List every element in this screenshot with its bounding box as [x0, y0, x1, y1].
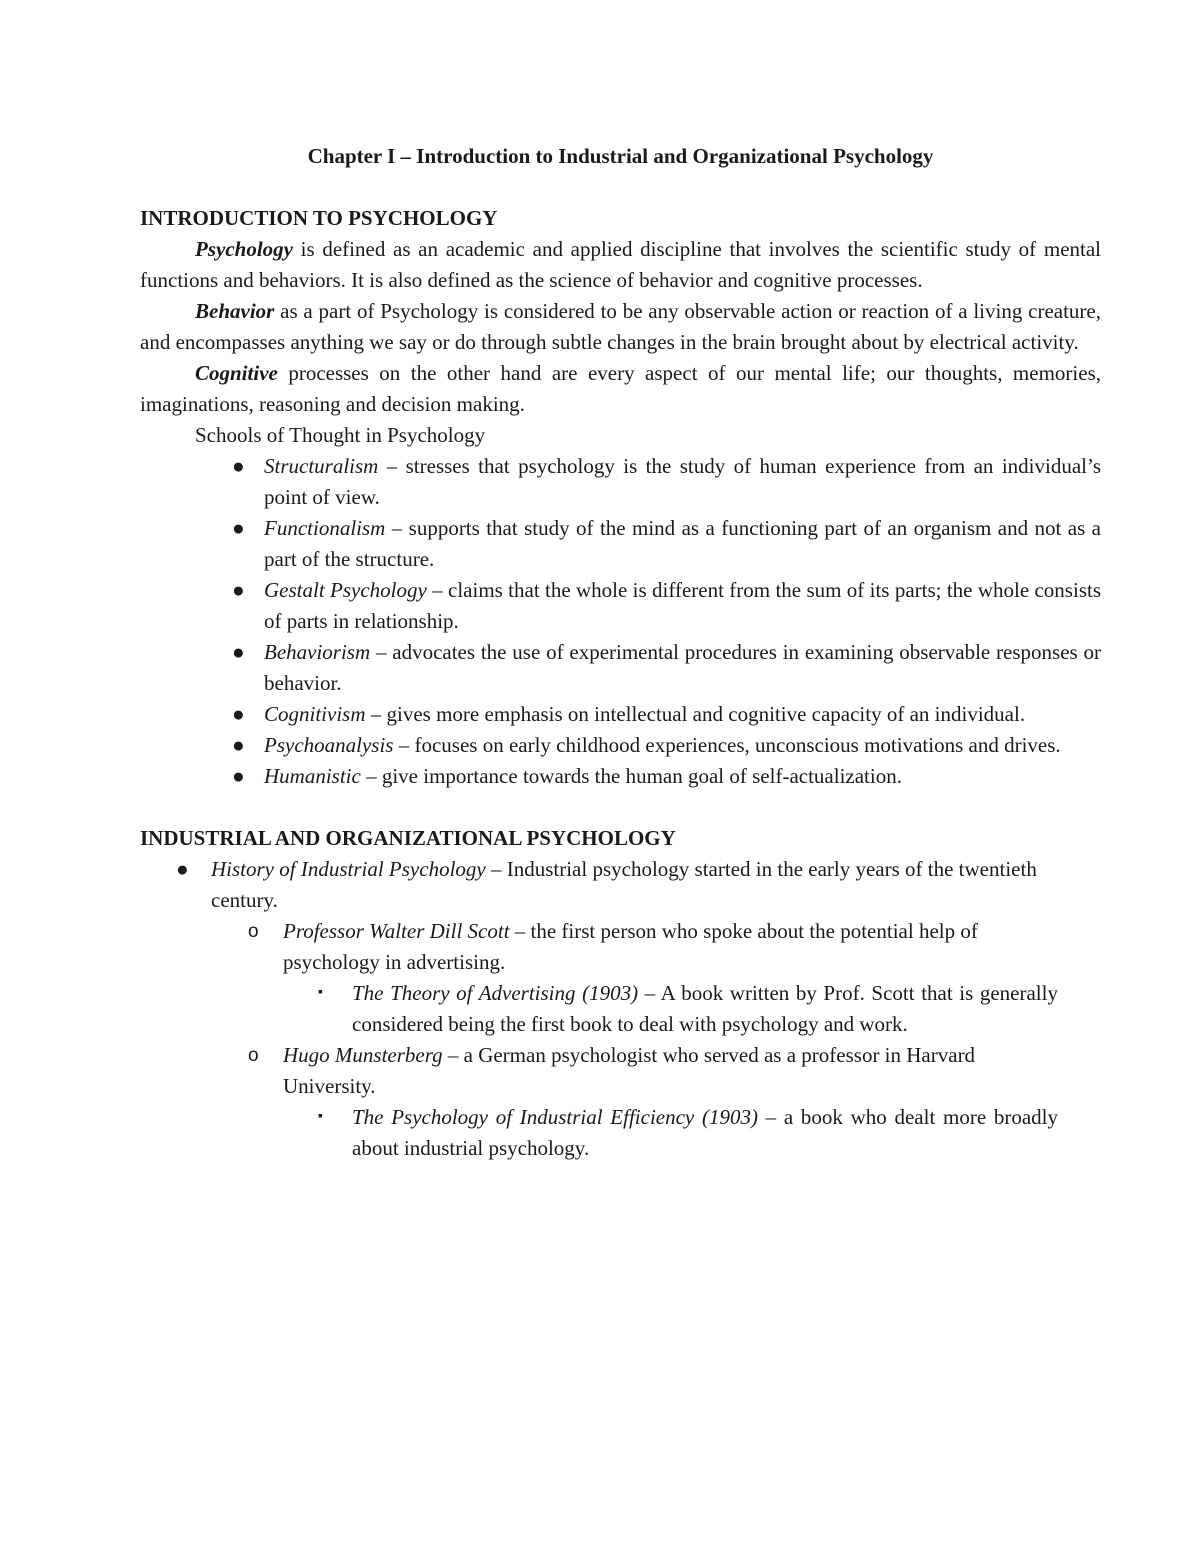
- circle-bullet-icon: o: [248, 921, 259, 942]
- behavior-definition: [140, 296, 1101, 358]
- school-text: – advocates the use of experimental procedures in examining observable responses or behavior.: [264, 640, 1101, 695]
- chapter-title: Chapter I – Introduction to Industrial and Organizational Psychology: [307, 144, 934, 168]
- person-name: Professor Walter Dill Scott: [283, 919, 510, 943]
- intro-heading: INTRODUCTION TO PSYCHOLOGY: [140, 206, 498, 230]
- bullet-icon: ●: [232, 454, 245, 478]
- schools-label: Schools of Thought in Psychology: [195, 423, 486, 447]
- school-name: Behaviorism: [264, 640, 371, 664]
- term-cognitive: Cognitive: [195, 361, 278, 385]
- list-item-munsterberg: [140, 1040, 1101, 1102]
- book-title: The Theory of Advertising (1903): [352, 981, 639, 1005]
- history-name: History of Industrial Psychology: [211, 857, 486, 881]
- school-name: Humanistic: [264, 764, 361, 788]
- document-content: [140, 141, 1101, 1164]
- list-item-structuralism: [140, 451, 1101, 513]
- square-bullet-icon: ▪: [318, 1109, 323, 1124]
- bullet-icon: ●: [232, 733, 245, 757]
- psychology-definition: [140, 234, 1101, 296]
- schools-list: [140, 451, 1101, 792]
- person-text: – the first person who spoke about the potential help of psychology in advertising.: [283, 919, 978, 974]
- person-name: Hugo Munsterberg: [283, 1043, 443, 1067]
- term-psychology: Psychology: [195, 237, 293, 261]
- list-item-psychoanalysis: [140, 730, 1101, 761]
- bullet-icon: ●: [232, 640, 245, 664]
- psychology-definition-text: is defined as an academic and applied discipline that involves the scientific study of mental functions and behaviors. It is also defined as the science of behavior and cognitive processes.: [140, 237, 1101, 292]
- bullet-icon: ●: [232, 516, 245, 540]
- behavior-definition-text: as a part of Psychology is considered to be any observable action or reaction of a living creature, and encompasses anything we say or do through subtle changes in the brain brought about by electrical activity.: [140, 299, 1101, 354]
- book-text: – A book written by Prof. Scott that is generally considered being the first book to deal with psychology and work.: [352, 981, 1058, 1036]
- list-item-cognitivism: [140, 699, 1101, 730]
- school-text: – focuses on early childhood experiences, unconscious motivations and drives.: [393, 733, 1061, 757]
- list-item-scott-book: [140, 978, 1058, 1040]
- circle-bullet-icon: o: [248, 1045, 259, 1066]
- list-item-scott: [140, 916, 1101, 978]
- school-text: – supports that study of the mind as a functioning part of an organism and not as a part of the structure.: [264, 516, 1101, 571]
- school-text: – gives more emphasis on intellectual and cognitive capacity of an individual.: [365, 702, 1026, 726]
- term-behavior: Behavior: [195, 299, 275, 323]
- history-text: – Industrial psychology started in the early years of the twentieth century.: [211, 857, 1037, 912]
- list-item-history: [140, 854, 1101, 916]
- list-item-functionalism: [140, 513, 1101, 575]
- bullet-icon: ●: [232, 578, 245, 602]
- bullet-icon: ●: [232, 702, 245, 726]
- list-item-behaviorism: [140, 637, 1101, 699]
- school-name: Functionalism: [264, 516, 386, 540]
- book-title: The Psychology of Industrial Efficiency (1903): [352, 1105, 758, 1129]
- school-name: Gestalt Psychology: [264, 578, 427, 602]
- square-bullet-icon: ▪: [318, 985, 323, 1000]
- cognitive-definition: [140, 358, 1101, 420]
- person-text: – a German psychologist who served as a professor in Harvard University.: [283, 1043, 976, 1098]
- school-text: – stresses that psychology is the study of human experience from an individual’s point of view.: [264, 454, 1101, 509]
- bullet-icon: ●: [232, 764, 245, 788]
- list-item-humanistic: [140, 761, 1101, 792]
- io-list: [140, 854, 1101, 1164]
- list-item-gestalt: [140, 575, 1101, 637]
- cognitive-definition-text: processes on the other hand are every aspect of our mental life; our thoughts, memories, imaginations, reasoning and decision making.: [140, 361, 1101, 416]
- list-item-munsterberg-book: [140, 1102, 1058, 1164]
- bullet-icon: ●: [176, 857, 189, 881]
- io-heading: INDUSTRIAL AND ORGANIZATIONAL PSYCHOLOGY: [140, 826, 676, 850]
- school-name: Psychoanalysis: [264, 733, 394, 757]
- book-text: – a book who dealt more broadly about industrial psychology.: [352, 1105, 1058, 1160]
- school-text: – claims that the whole is different from the sum of its parts; the whole consists of parts in relationship.: [264, 578, 1101, 633]
- school-name: Structuralism: [264, 454, 379, 478]
- school-text: – give importance towards the human goal of self-actualization.: [360, 764, 902, 788]
- school-name: Cognitivism: [264, 702, 366, 726]
